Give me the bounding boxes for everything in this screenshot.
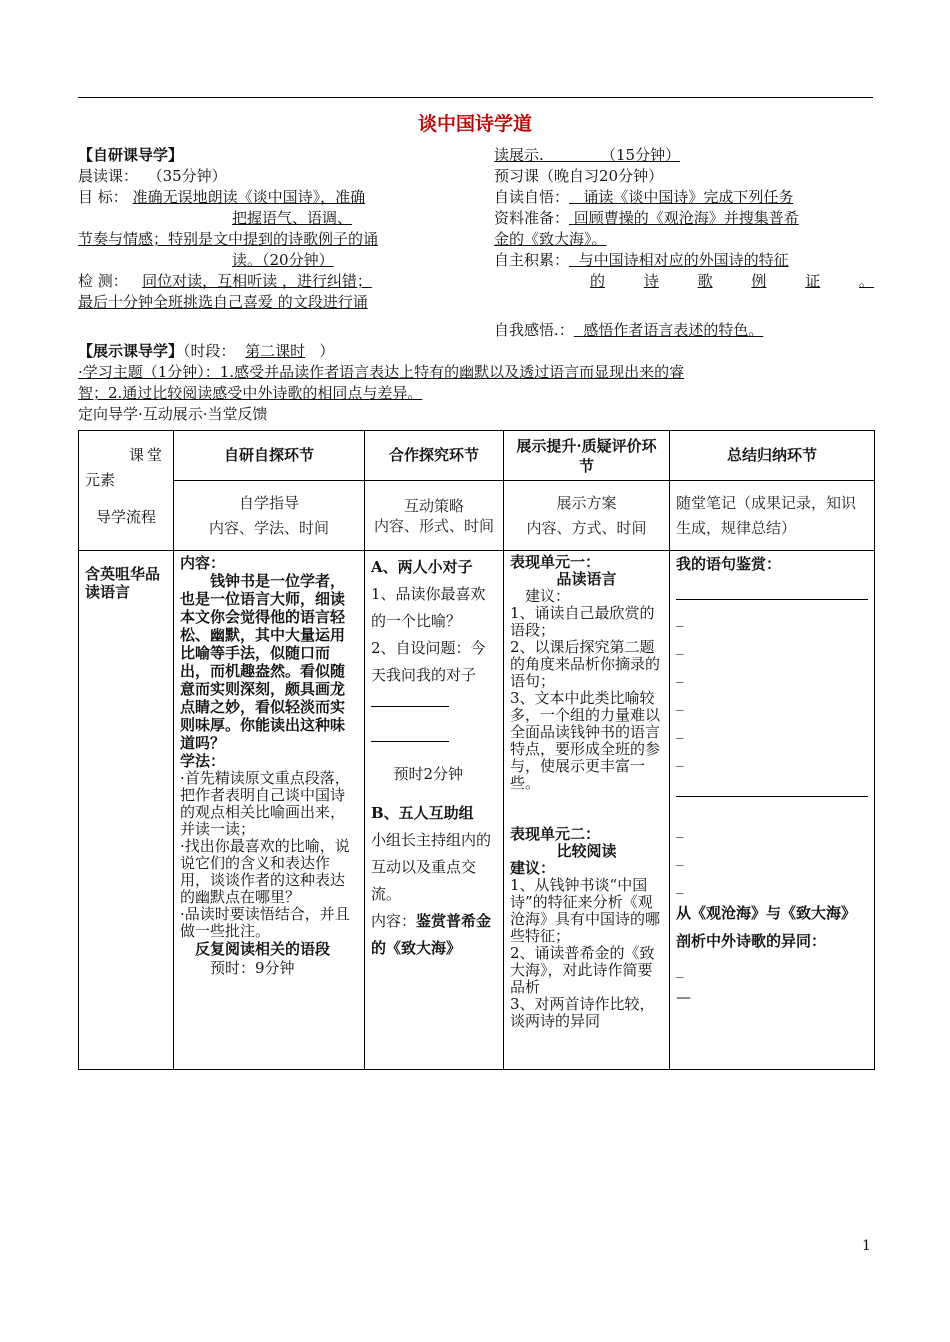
display-heading-line: 【展示课导学】（时段： 第二课时 ） — [78, 342, 335, 360]
theme-line: ·学习主题（1分钟）：1.感受并品读作者语言表达上特有的幽默以及透过语言而显现出来的睿 — [78, 363, 685, 381]
unit-two-name: 比较阅读 — [556, 842, 617, 860]
note-dash: _ — [676, 665, 684, 683]
sub-notes: 随堂笔记（成果记录，知识生成，规律总结） — [670, 481, 875, 551]
content-body: 钱钟书是一位学者，也是一位语言大师，细读本文你会觉得他的语言轻松、幽默，其中大量运用比喻等手法，似随口而出，而机趣盎然。看似随意而实则深刻，颇具画龙点睛之妙，看似轻淡而实则味厚。你能读出这种味道吗？ — [180, 572, 346, 752]
header-display: 展示提升·质疑评价环节 — [504, 431, 670, 481]
goal-line-3: 节奏与情感；特别是文中提到的诗歌例子的诵 — [78, 230, 379, 248]
note-dash: _ — [676, 721, 684, 739]
accumulate-line-2: 的 诗 歌 例 证 。 — [590, 272, 874, 290]
note-dash: — — [676, 988, 691, 1006]
theme-line-2: 智；2.通过比较阅读感受中外诗歌的相同点与差异。 — [78, 384, 423, 402]
material-line-2: 金的《致大海》。 — [494, 230, 607, 248]
interact-time: 预时2分钟 — [393, 765, 464, 783]
note-dash: _ — [676, 693, 684, 711]
five-group-content: 内容：鉴赏普希金的《致大海》 — [371, 912, 492, 957]
goal-line-4: 读。（20分钟） — [232, 251, 334, 269]
corner-cell — [79, 431, 174, 551]
preview-line: 预习课（晚自习20分钟） — [494, 167, 664, 185]
row-label: 含英咀华品读语言 — [79, 551, 174, 1070]
unit-one-label: 表现单元一： — [510, 553, 601, 571]
corner-top: 课堂 — [128, 446, 165, 464]
sentence-appreciation-label: 我的语句鉴赏： — [676, 555, 782, 573]
self-study-heading: 【自研课导学】 — [78, 146, 184, 164]
suggest-item: 2、以课后探究第二题的角度来品析你摘录的语句； — [510, 638, 661, 690]
note-line — [676, 575, 868, 600]
self-guide-content — [174, 551, 365, 1070]
unit-two-label: 表现单元二： — [510, 825, 601, 843]
goal-line-2: 把握语气、语调、 — [232, 209, 353, 227]
content-label: 内容： — [180, 554, 226, 572]
goal-line: 目 标： 准确无误地朗读《谈中国诗》，准确 — [78, 188, 366, 206]
note-dash: _ — [676, 876, 684, 894]
suggest-item: 3、对两首诗作比较，谈两诗的异同 — [510, 995, 655, 1030]
morning-read-line: 晨读课： （35分钟） — [78, 167, 227, 185]
display-plan-content — [504, 551, 670, 1070]
suggest-item: 1、诵读自己最欣赏的语段； — [510, 604, 655, 639]
compare-poems-label: 从《观沧海》与《致大海》剖析中外诗歌的异同： — [676, 904, 857, 950]
note-dash: _ — [676, 609, 684, 627]
read-show-line: 读展示. （15分钟） — [494, 146, 681, 164]
sub-self-guide: 自学指导 内容、学法、时间 — [174, 481, 365, 551]
interact-content — [365, 551, 504, 1070]
unit-one-name: 品读语言 — [556, 570, 617, 588]
header-summary: 总结归纳环节 — [670, 431, 875, 481]
guide-table — [78, 430, 875, 1070]
method-item: ·品读时要读悟结合，并且做一些批注。 — [180, 905, 350, 940]
corner-mid: 元素 — [85, 471, 116, 489]
corner-bottom: 导学流程 — [95, 508, 156, 526]
sub-interact: 互动策略 内容、形式、时间 — [365, 481, 504, 551]
suggest-item: 3、文本中此类比喻较多，一个组的力量难以全面品读钱钟书的语言特点，要形成全班的参与，使展示更丰富一些。 — [510, 689, 661, 792]
header-rule — [78, 97, 873, 98]
note-dash: _ — [676, 637, 684, 655]
header-self-explore: 自研自探环节 — [174, 431, 365, 481]
suggest-item: 2、诵读普希金的《致大海》，对此诗作简要品析 — [510, 944, 655, 996]
accumulate-line: 自主积累： 与中国诗相对应的外国诗的特征 — [494, 251, 789, 269]
suggest-label: 建议： — [510, 859, 556, 877]
suggest-label: 建议： — [525, 587, 571, 605]
method-item: ·找出你最喜欢的比喻，说说它们的含义和表达作用，谈谈作者的这种表达的幽默点在哪里？ — [180, 837, 350, 906]
notes-content — [670, 551, 875, 1070]
note-dash: _ — [676, 960, 684, 978]
page-title: 谈中国诗学道 — [417, 113, 532, 135]
sub-plan: 展示方案 内容、方式、时间 — [504, 481, 670, 551]
header-cooperate: 合作探究环节 — [365, 431, 504, 481]
self-guide-time: 预时：9分钟 — [210, 959, 295, 977]
feel-line: 自我感悟.： 感悟作者语言表述的特色。 — [494, 321, 764, 339]
pair-group-label: A、两人小对子 — [371, 558, 473, 576]
check-line: 检 测： 同位对读，互相听读 ，进行纠错； — [78, 272, 372, 290]
display-section — [78, 341, 878, 425]
five-group-task: 小组长主持组内的互动以及重点交流。 — [371, 831, 492, 903]
page-number: 1 — [862, 1238, 871, 1254]
note-dash: _ — [676, 848, 684, 866]
self-study-column — [78, 145, 458, 313]
repeat-reading: 反复阅读相关的语段 — [195, 940, 331, 958]
material-line: 资料准备： 回顾曹操的《观沧海》并搜集普希 — [494, 209, 799, 227]
check-line-2: 最后十分钟全班挑选自己喜爱 的文段进行诵 — [78, 293, 368, 311]
note-dash: _ — [676, 820, 684, 838]
method-item: ·首先精读原文重点段落，把作者表明自己谈中国诗的观点相关比喻画出来，并读一读； — [180, 769, 350, 838]
suggest-item: 1、从钱钟书谈“中国诗”的特征来分析《观沧海》具有中国诗的哪些特征； — [510, 876, 661, 945]
five-group-label: B、五人互助组 — [371, 804, 474, 822]
preview-column — [494, 145, 874, 341]
note-line — [676, 772, 868, 797]
flow-line: 定向导学·互动展示·当堂反馈 — [78, 405, 268, 423]
method-label: 学法： — [180, 752, 226, 770]
self-read-line: 自读自悟： 诵读《谈中国诗》完成下列任务 — [494, 188, 794, 206]
pair-task: 2、自设问题：今天我问我的对子 — [371, 635, 497, 716]
pair-task: 1、品读你最喜欢的一个比喻？ — [371, 585, 486, 630]
note-dash: _ — [676, 749, 684, 767]
